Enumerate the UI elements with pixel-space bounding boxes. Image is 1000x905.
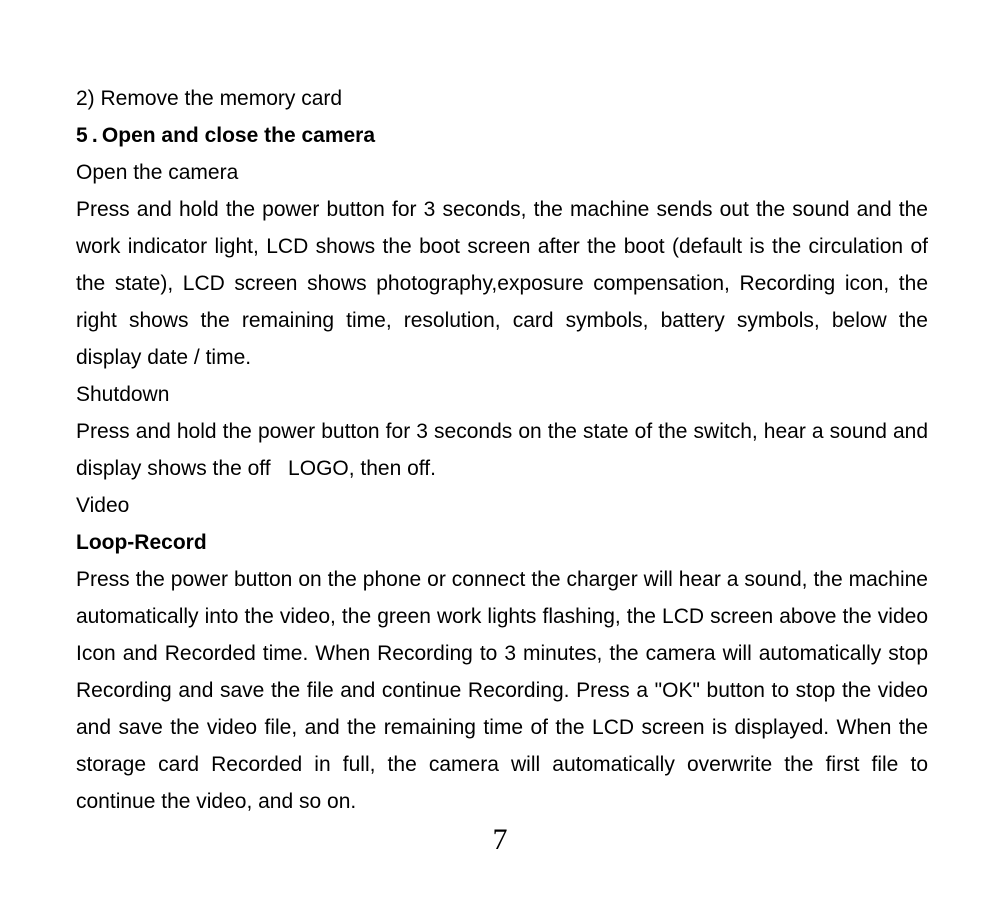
manual-page: [76, 80, 928, 820]
open-camera-paragraph: Press and hold the power button for 3 seconds, the machine sends out the sound and the work indicator light, LCD shows the boot screen after the boot (default is the circulation of the state), LCD screen shows photography,exposure compensation, Recording icon, the right shows the remaining time, resolution, card symbols, battery symbols, below the display date / time.: [76, 198, 928, 369]
page-number: 7: [492, 823, 508, 856]
shutdown-paragraph: Press and hold the power button for 3 seconds on the state of the switch, hear a sound and display shows the off LOGO, then off.: [76, 420, 928, 480]
loop-record-paragraph: Press the power button on the phone or connect the charger will hear a sound, the machine automatically into the video, the green work lights flashing, the LCD screen above the video Icon and Recorded time. When Recording to 3 minutes, the camera will automatically stop Recording and save the file and continue Recording. Press a "OK" button to stop the video and save the video file, and the remaining time of the LCD screen is displayed. When the storage card Recorded in full, the camera will automatically overwrite the first file to continue the video, and so on.: [76, 568, 928, 813]
shutdown-title: Shutdown: [76, 383, 170, 406]
loop-record-heading: Loop-Record: [76, 531, 207, 554]
remove-memory-card-line: 2) Remove the memory card: [76, 87, 343, 110]
video-title: Video: [76, 494, 130, 517]
open-camera-title: Open the camera: [76, 161, 239, 184]
section-heading: 5 . Open and close the camera: [76, 124, 376, 147]
